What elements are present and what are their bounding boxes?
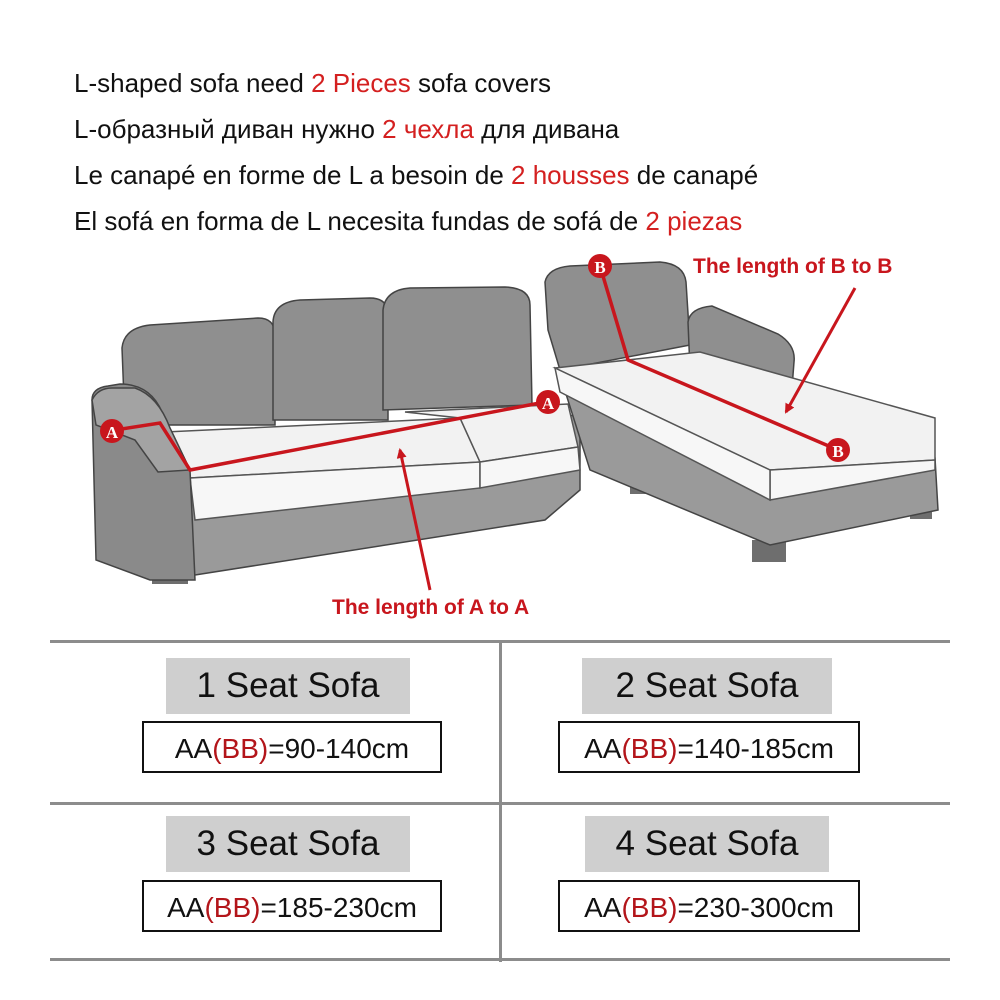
size-title-1-seat: 1 Seat Sofa [166,658,410,714]
marker-a-right [536,390,560,414]
intro-line-spanish: El sofá en forma de L necesita fundas de sofá de 2 piezas [74,206,743,236]
highlight: 2 piezas [645,206,743,236]
intro-line-french: Le canapé en forme de L a besoin de 2 housses de canapé [74,160,759,190]
intro-text [74,60,758,244]
size-title-4-seat: 4 Seat Sofa [585,816,829,872]
highlight: 2 housses [511,160,630,190]
highlight: 2 чехла [382,114,474,144]
svg-text:B: B [832,442,844,461]
marker-a-left [100,419,124,443]
sofa-right-illustration [545,262,938,562]
sofa-diagram [0,240,1000,630]
grid-divider-vertical [499,642,502,962]
highlight: 2 Pieces [311,68,411,98]
marker-b-top [588,254,612,278]
sofa-left-illustration [92,287,580,584]
intro-line-english: L-shaped sofa need 2 Pieces sofa covers [74,68,551,98]
label-length-b-to-b: The length of B to B [693,255,893,278]
size-range-3-seat: AA(BB)=185-230cm [142,880,442,932]
size-range-2-seat: AA(BB)=140-185cm [558,721,860,773]
marker-b-bottom [826,438,850,462]
label-length-a-to-a: The length of A to A [332,596,530,619]
size-range-4-seat: AA(BB)=230-300cm [558,880,860,932]
svg-text:A: A [105,423,119,442]
size-range-1-seat: AA(BB)=90-140cm [142,721,442,773]
size-title-3-seat: 3 Seat Sofa [166,816,410,872]
svg-text:B: B [594,258,606,277]
svg-text:A: A [541,394,555,413]
size-title-2-seat: 2 Seat Sofa [582,658,832,714]
intro-line-russian: L-образный диван нужно 2 чехла для дивана [74,114,620,144]
